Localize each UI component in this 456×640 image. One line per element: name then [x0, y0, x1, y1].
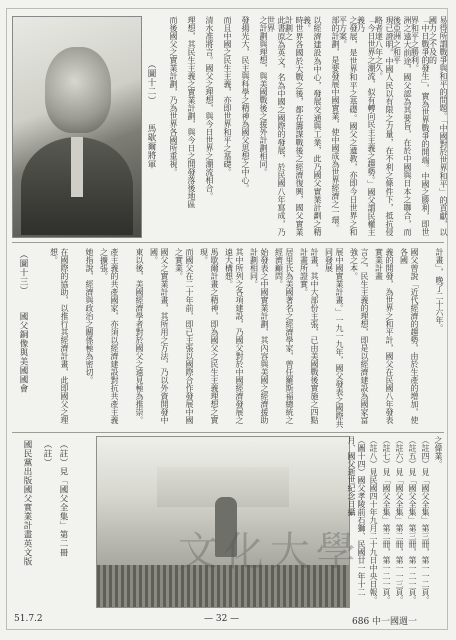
- lower-column: （註八）見民國四十年九月二十九日中央日報。: [369, 436, 378, 604]
- middle-column: 居里氏為美國著名之經濟學家，曾任羅斯福總統之經濟顧問。: [274, 248, 294, 424]
- right-note-1: （註）見「國父全集」第二冊: [58, 440, 68, 557]
- middle-column: 始發表之中國實業計劃，其內容與美國之經濟援助計劃相同。: [249, 248, 269, 424]
- top-column: 以經濟建設為中心，發展交通與工業，此乃國父實業計劃之精義。: [302, 16, 322, 236]
- middle-column: 國父曾說「近代經濟的趨勢，由於生產的增加，使各國: [399, 248, 419, 424]
- portrait-head: [45, 47, 111, 133]
- divider-top: [12, 242, 444, 243]
- middle-column: 國父之實業計畫，其所用之方法，乃以外資開發中國。: [149, 248, 169, 424]
- lower-column: （註四）見「國父全集」第三冊，第一一二頁。: [421, 436, 430, 604]
- footer-issue: 686 中一國週一: [352, 617, 418, 627]
- top-column: 「今日世界之潮流，似有轉向民主主義之趨勢。」國父謂民權主義乃: [356, 16, 376, 236]
- middle-column: 言之，民生主義的理想，即是以經濟建設為國家富強之本。: [349, 248, 369, 424]
- top-column: 現已證明。中國人民以有限之力量，在不利之條件下，抵抗侵略者達八年之久。: [374, 16, 394, 236]
- middle-column: 義的開發，為世界之和平計，國父在民國八年發表實業計畫: [374, 248, 394, 424]
- middle-column: 而國父在二十年前，即已主張以國際合作發展中國之實業。: [174, 248, 194, 424]
- portrait-caption: 馬歇爾將軍: [146, 124, 156, 169]
- top-column: 發揚光大，民主與科學之精神為國父思想之中心。: [241, 16, 250, 192]
- lower-column: （註五）見「國父全集」第三冊，第一二一頁。: [408, 436, 417, 604]
- middle-column: 計畫」，晚了二十六年。: [435, 248, 444, 332]
- middle-column: 在國際的協助，以推行其經濟計畫，此即國父之理想。: [49, 248, 69, 424]
- top-column: 易得所謂戰爭與和平的問題。「中國對於世界和平」的貢獻，以國力之不及的: [428, 16, 448, 236]
- middle-column: 東以後，美國經濟學者對於國父之遠見極為推崇。: [135, 248, 144, 424]
- lower-column: 之偉業。: [434, 436, 443, 468]
- footer-page-number: — 32 —: [204, 614, 240, 624]
- middle-column: 計畫，其中大部份主張，已由美國戰後實施之四點計畫所證實。: [299, 248, 319, 424]
- top-column: 而且中國之民生主義，亦即世界和平之基礎。: [223, 16, 232, 176]
- top-column: 之發展，是世界和平之基礎。國父之遺教，亦即今日世界之和平方案。: [338, 16, 358, 236]
- top-column: 清水准將言。國父之理想，與今日世界之潮流相合。: [205, 16, 214, 200]
- top-column: 而後國父之實業計劃，乃為世界各國所重視。: [169, 16, 178, 176]
- top-column: 洲之遠大前途，國父認為其要旨，在於中國與日本之聯合，而後亞洲之和平: [392, 16, 412, 236]
- top-column: 「中日戰爭的發生」，實為世界戰爭的開端。中國之勝利，即世界和平之勝利。: [410, 16, 430, 236]
- middle-column: 展中國實業計畫。」一九一九年，國父發表之國際共同發展: [324, 248, 344, 428]
- top-column: 之計劃與理想，與美國戰後之援外計劃相同。: [259, 16, 268, 176]
- right-note-0: （註）: [42, 440, 52, 467]
- top-column: 此書原為英文，名為中國之國際的發展，於民國八年寫成，乃世界: [266, 16, 286, 236]
- middle-column: 產主義的共產國家，亦須以經濟建設對抗共產主義之擴張。: [99, 248, 119, 424]
- footer-date: 51.7.2: [14, 614, 43, 624]
- middle-column: 她指說，經濟與政治之關係極為密切。: [85, 248, 94, 384]
- top-column: 部的計劃，是要發展中國實業，使中國成為世界經濟之一環。: [331, 16, 340, 232]
- figure-label-13: （圖十三）: [18, 250, 28, 295]
- middle-column: 其中所列之各項建設，乃國父對於中國經濟發展之遠大構想。: [224, 248, 244, 424]
- divider-middle: [12, 432, 444, 433]
- middle-column: 馬歇爾計畫之精神，即為國父之民生主義理想之實現。: [199, 248, 219, 424]
- figure-label-12: （圖十二）: [146, 60, 156, 105]
- lower-column: （註六）見「國父全集」第二冊，第一一三頁。: [395, 436, 404, 604]
- watermark-logo: 文化大學: [178, 529, 362, 575]
- side-note: 國民黨出版國父實業計畫英文版: [22, 440, 32, 566]
- mausoleum-caption: （圖十四）國父孝陵前石獅、民國廿一年十二月、國父逝世紀念日攝: [347, 436, 366, 596]
- figure-caption-13: 國父銅像與美國國會: [18, 312, 28, 393]
- portrait-photo: [12, 16, 142, 238]
- portrait-tie: [71, 137, 83, 197]
- top-column: 理想，其民生主義之實業計劃，與今日之開發落後地區: [187, 16, 196, 208]
- lower-column: （註七）見「國父全集」第二冊，第一二一頁。: [382, 436, 391, 604]
- top-column: 時世界各國於大戰之後，都在籌謀戰後之經濟復興，國父實業計劃之: [284, 16, 304, 236]
